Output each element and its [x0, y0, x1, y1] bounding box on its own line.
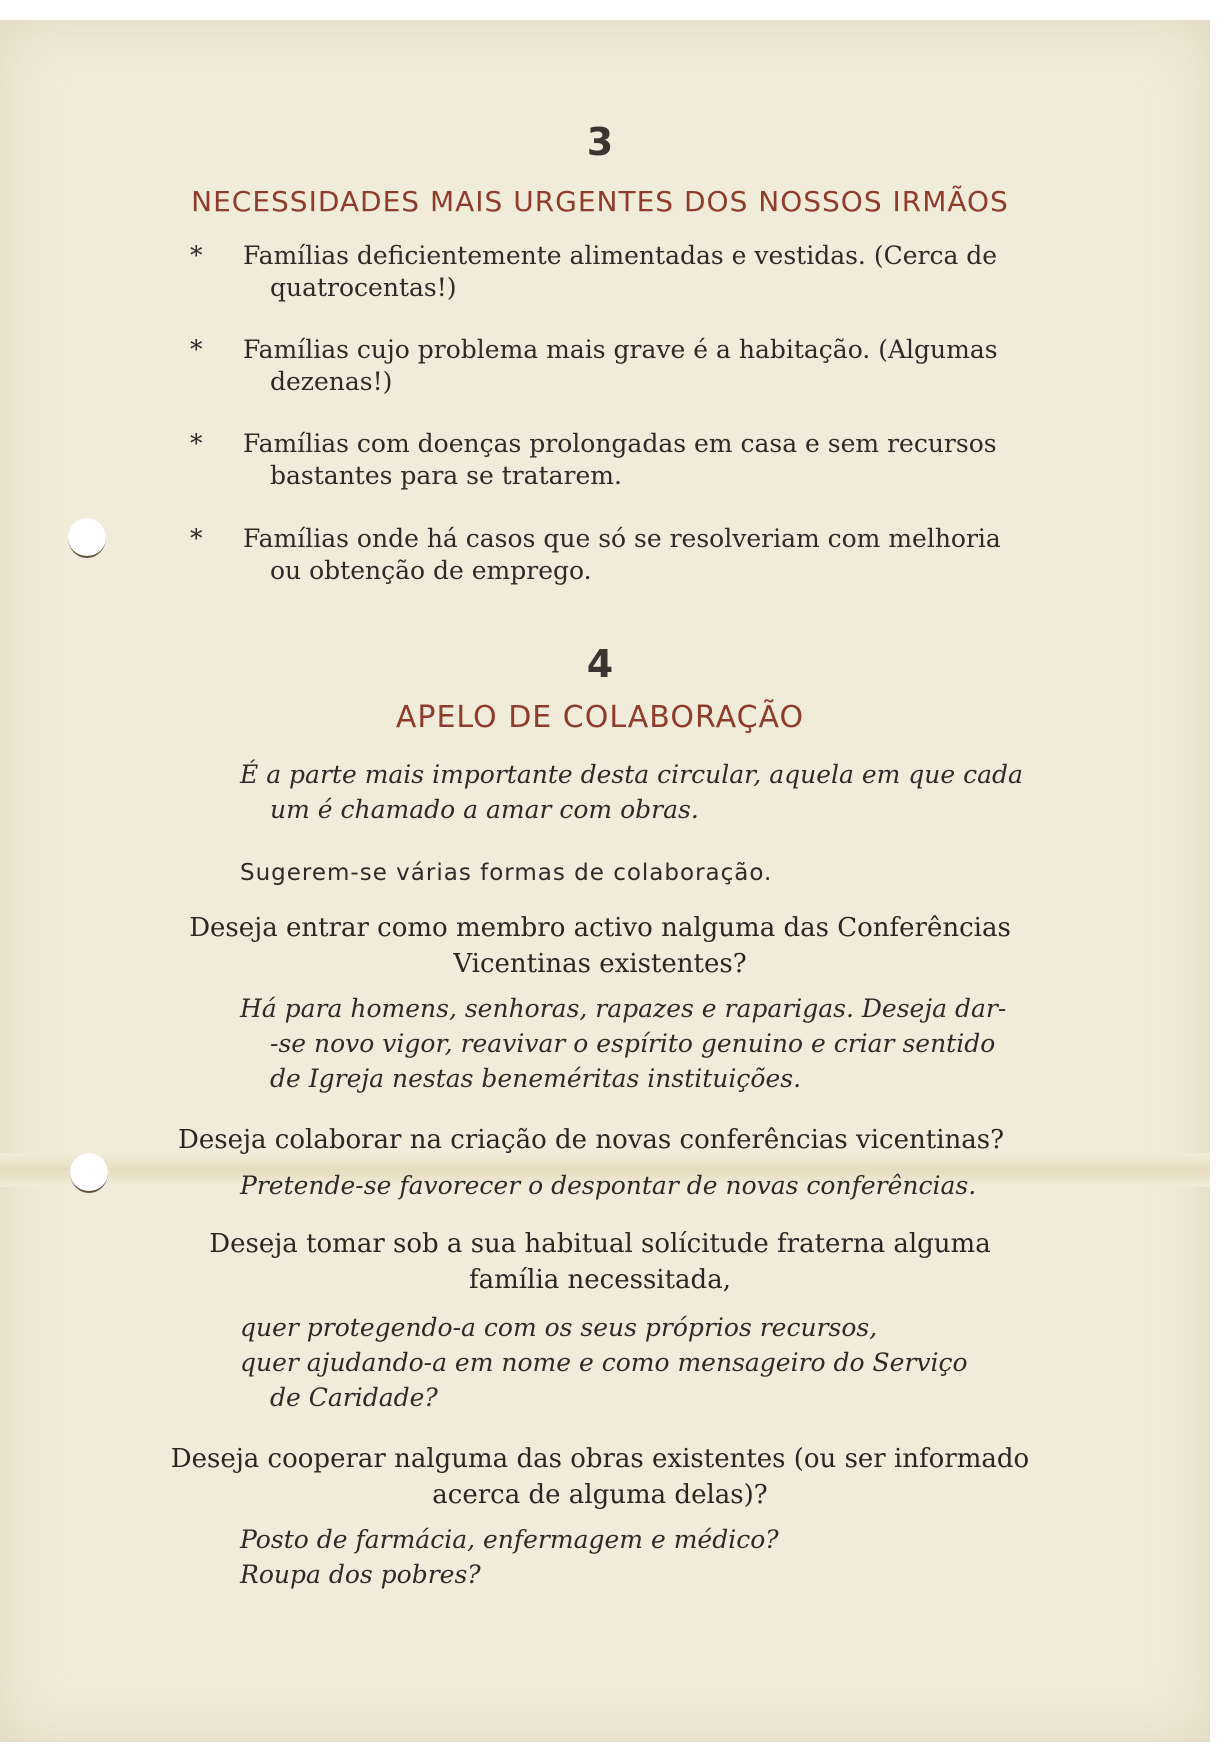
answer-4-line-2: Roupa dos pobres?: [240, 1560, 481, 1589]
bullet-3-line-2: bastantes para se tratarem.: [270, 461, 622, 490]
answer-1-line-1: Há para homens, senhoras, rapazes e raparigas. Deseja dar-: [240, 994, 1007, 1023]
asterisk-bullet: *: [190, 429, 203, 458]
bullet-4-line-2: ou obtenção de emprego.: [270, 556, 592, 585]
answer-2: Pretende-se favorecer o despontar de novas conferências.: [240, 1171, 977, 1200]
bullet-2-line-2: dezenas!): [270, 367, 393, 396]
question-3-line-2: família necessitada,: [469, 1265, 731, 1295]
question-3-line-1: Deseja tomar sob a sua habitual solícitude fraterna alguma: [209, 1229, 991, 1259]
question-4: [150, 1441, 1050, 1513]
question-2: Deseja colaborar na criação de novas conferências vicentinas?: [178, 1125, 1005, 1155]
bullet-2-line-1: Famílias cujo problema mais grave é a habitação. (Algumas: [243, 335, 998, 364]
section-4-title: APELO DE COLABORAÇÃO: [395, 700, 805, 735]
intro-line-1: É a parte mais importante desta circular, aquela em que cada: [240, 760, 1023, 789]
asterisk-bullet: *: [190, 335, 203, 364]
answer-3-line-2: quer ajudando-a em nome e como mensageiro do Serviço: [240, 1348, 968, 1377]
answer-1-line-3: de Igreja nestas beneméritas instituições.: [270, 1064, 802, 1093]
bullet-4-line-1: Famílias onde há casos que só se resolveriam com melhoria: [243, 524, 1001, 553]
punch-hole-bottom: [70, 1153, 108, 1193]
question-1: [150, 910, 1050, 982]
asterisk-bullet: *: [190, 241, 203, 270]
question-1-line-1: Deseja entrar como membro activo nalguma das Conferências: [189, 913, 1011, 943]
bullet-3-line-1: Famílias com doenças prolongadas em casa e sem recursos: [243, 429, 997, 458]
section-4-number: 4: [586, 642, 614, 686]
suggestion-text: Sugerem-se várias formas de colaboração.: [240, 860, 773, 886]
punch-hole-top: [68, 518, 106, 558]
answer-3-line-3: de Caridade?: [270, 1383, 438, 1412]
bullet-1-line-1: Famílias deficientemente alimentadas e vestidas. (Cerca de: [243, 241, 998, 270]
answer-4-line-1: Posto de farmácia, enfermagem e médico?: [240, 1525, 779, 1554]
question-4-line-1: Deseja cooperar nalguma das obras existentes (ou ser informado: [170, 1444, 1030, 1474]
intro-paragraph: [240, 757, 1090, 827]
answer-1-line-2: -se novo vigor, reavivar o espírito genuino e criar sentido: [270, 1029, 996, 1058]
answer-3-line-1: quer protegendo-a com os seus próprios recursos,: [240, 1313, 878, 1342]
question-3: [150, 1226, 1050, 1298]
question-4-line-2: acerca de alguma delas)?: [432, 1480, 768, 1510]
section-3-number: 3: [586, 120, 614, 164]
asterisk-bullet: *: [190, 524, 203, 553]
bullet-1-line-2: quatrocentas!): [270, 273, 457, 302]
answer-3: [240, 1310, 1090, 1415]
answer-1: [240, 991, 1090, 1096]
answer-4: [240, 1522, 1090, 1592]
question-1-line-2: Vicentinas existentes?: [453, 949, 747, 979]
section-3-title: NECESSIDADES MAIS URGENTES DOS NOSSOS IRMÃOS: [191, 185, 1009, 218]
intro-line-2: um é chamado a amar com obras.: [270, 795, 699, 824]
